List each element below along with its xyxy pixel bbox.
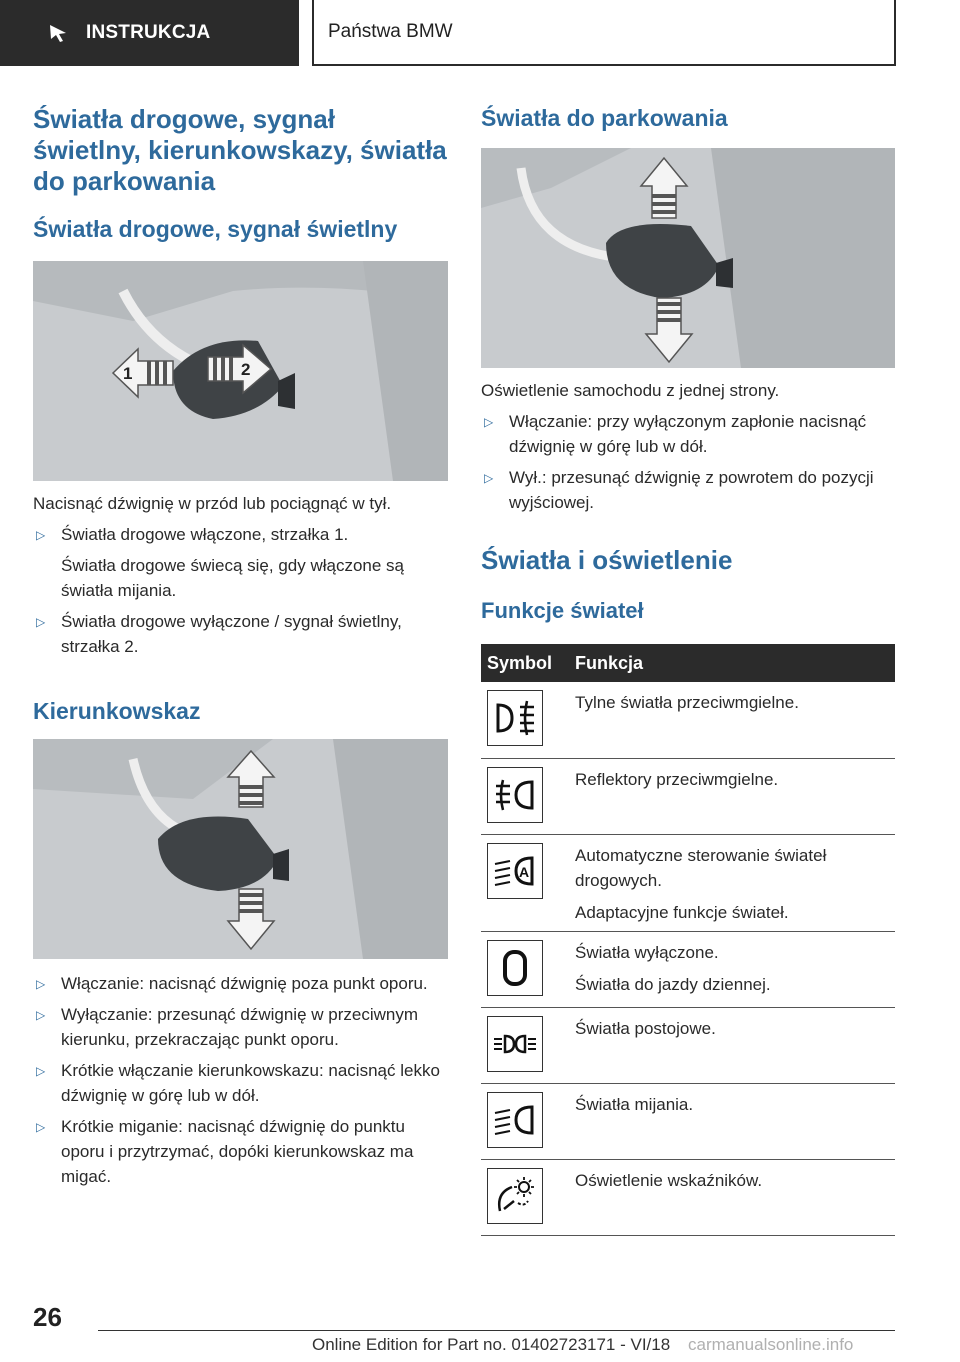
owner-tab-label: Państwa BMW xyxy=(328,21,453,42)
section-title-light-functions: Funkcje świateł xyxy=(481,598,644,623)
auto-headlight-icon xyxy=(487,843,543,899)
list-item: ▷ Włączanie: przy wyłączonym zapłonie nacisnąć dźwignię w górę lub w dół. xyxy=(484,412,867,456)
table-row: Oświetlenie wskaźników. xyxy=(481,1159,895,1235)
table-row: A Automatyczne sterowanie świateł drogowych. Adaptacyjne funkcje świateł. xyxy=(481,834,895,931)
triangle-bullet-icon: ▷ xyxy=(36,528,46,542)
table-row: Tylne światła przeciwmgielne. xyxy=(481,682,895,758)
owner-tab[interactable] xyxy=(312,0,896,66)
triangle-bullet-icon: ▷ xyxy=(36,615,46,629)
triangle-bullet-icon: ▷ xyxy=(36,977,46,991)
table-row: Światła wyłączone. Światła do jazdy dziennej. xyxy=(481,931,895,1007)
lever-illustration-2 xyxy=(33,739,448,959)
column-header-function: Funkcja xyxy=(569,644,895,682)
watermark: carmanualsonline.info xyxy=(688,1335,854,1354)
left-column xyxy=(33,100,448,1189)
instrument-lighting-icon xyxy=(487,1168,543,1224)
turn-signal-list xyxy=(33,971,448,1189)
parking-light-icon xyxy=(487,1016,543,1072)
table-row: Światła mijania. xyxy=(481,1083,895,1159)
light-functions-table xyxy=(481,644,895,1236)
list-item: ▷ Światła drogowe włączone, strzałka 1. Światła drogowe świecą się, gdy włączone są światła mijania. xyxy=(36,525,405,600)
lights-off-icon xyxy=(487,940,543,996)
page-title: Światła drogowe, sygnał świetlny, kierunkowskazy, światła do parkowania xyxy=(33,104,447,196)
triangle-bullet-icon: ▷ xyxy=(36,1008,46,1022)
list-item: ▷ Krótkie włączanie kierunkowskazu: nacisnąć lekko dźwignię w górę lub w dół. xyxy=(36,1061,440,1105)
high-beam-intro: Nacisnąć dźwignię w przód lub pociągnąć w tył. xyxy=(33,494,392,513)
front-fog-light-icon xyxy=(487,767,543,823)
section-title-lights: Światła i oświetlenie xyxy=(481,545,733,575)
page-number: 26 xyxy=(33,1302,62,1332)
high-beam-list xyxy=(33,522,448,659)
parking-intro: Oświetlenie samochodu z jednej strony. xyxy=(481,381,780,400)
triangle-bullet-icon: ▷ xyxy=(484,415,494,429)
list-item: ▷ Wyłączanie: przesunąć dźwignię w przeciwnym kierunku, przekraczając punkt oporu. xyxy=(36,1005,418,1049)
lever-illustration-1 xyxy=(33,261,448,481)
right-column xyxy=(481,100,895,1236)
list-item: ▷ Krótkie miganie: nacisnąć dźwignię do punktu oporu i przytrzymać, dopóki kierunkowskaz ma migać. xyxy=(36,1117,414,1186)
list-item: ▷ Włączanie: nacisnąć dźwignię poza punkt oporu. xyxy=(33,971,448,996)
high-beam-lever-photo xyxy=(33,261,448,481)
rear-fog-light-icon xyxy=(487,690,543,746)
triangle-bullet-icon: ▷ xyxy=(484,471,494,485)
svg-text:A: A xyxy=(519,863,530,880)
triangle-bullet-icon: ▷ xyxy=(36,1064,46,1078)
triangle-bullet-icon: ▷ xyxy=(36,1120,46,1134)
footer-divider xyxy=(98,1330,895,1331)
parking-lever-photo xyxy=(481,148,895,368)
column-header-symbol: Symbol xyxy=(481,644,569,682)
manual-tab[interactable] xyxy=(0,0,299,66)
low-beam-icon xyxy=(487,1092,543,1148)
section-title-parking-lights: Światła do parkowania xyxy=(481,105,728,131)
list-item: ▷ Światła drogowe wyłączone / sygnał świetlny, strzałka 2. xyxy=(36,612,402,656)
table-row: Reflektory przeciwmgielne. xyxy=(481,758,895,834)
section-title-turn-signal: Kierunkowskaz xyxy=(33,698,201,724)
list-item: ▷ Wył.: przesunąć dźwignię z powrotem do pozycji wyjściowej. xyxy=(484,468,874,512)
lever-illustration-3 xyxy=(481,148,895,368)
cursor-hand-icon xyxy=(46,21,70,45)
edition-info: Online Edition for Part no. 01402723171 - VI/18 xyxy=(312,1335,671,1354)
turn-signal-lever-photo xyxy=(33,739,448,959)
parking-list xyxy=(481,409,895,515)
table-row: Światła postojowe. xyxy=(481,1007,895,1083)
manual-tab-label: INSTRUKCJA xyxy=(86,22,211,43)
arrow-label-1: 1 xyxy=(123,364,133,383)
arrow-label-2: 2 xyxy=(241,360,251,379)
section-title-high-beam: Światła drogowe, sygnał świetlny xyxy=(33,216,398,242)
table-header-row xyxy=(481,644,895,682)
